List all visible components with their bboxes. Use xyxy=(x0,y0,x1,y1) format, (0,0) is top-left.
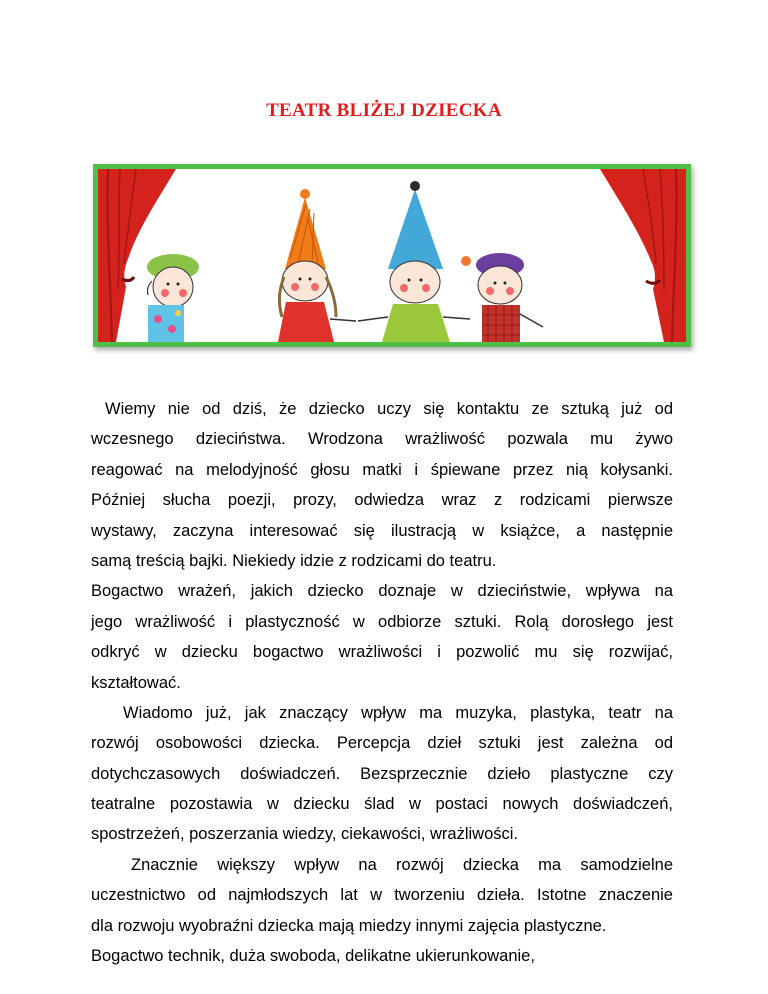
paragraph-line: samą treścią bajki. Niekiedy idzie z rodzicami do teatru. xyxy=(91,551,497,570)
theater-children-illustration-icon xyxy=(98,169,686,342)
article-body xyxy=(91,394,673,971)
paragraph-line: Później słucha poezji, prozy, odwiedza wraz z rodzicami pierwsze xyxy=(91,491,673,510)
child-blue-hat-icon xyxy=(358,181,470,342)
paragraph-line: reagować na melodyjność głosu matki i śpiewane przez nią kołysanki. xyxy=(91,460,673,479)
paragraph-line: rozwój osobowości dziecka. Percepcja dzieł sztuki jest zależna od xyxy=(91,734,673,753)
paragraph-line: wystawy, zaczyna interesować się ilustracją w książce, a następnie xyxy=(91,521,673,540)
child-orange-hat-icon xyxy=(278,189,356,342)
paragraph-line: spostrzeżeń, poszerzania wiedzy, ciekawości, wrażliwości. xyxy=(91,825,519,844)
page-title: TEATR BLIŻEJ DZIECKA xyxy=(266,100,502,121)
theater-illustration xyxy=(93,164,691,347)
paragraph-line: wczesnego dzieciństwa. Wrodzona wrażliwość pozwala mu żywo xyxy=(91,430,673,449)
child-green-beret-icon xyxy=(147,254,199,342)
paragraph-line: odkryć w dziecku bogactwo wrażliwości i pozwolić mu się rozwijać, xyxy=(91,643,673,662)
paragraph-line: Wiadomo już, jak znaczący wpływ ma muzyka, plastyka, teatr na xyxy=(123,703,673,722)
paragraph-line: kształtować. xyxy=(91,673,181,692)
paragraph-line: Znacznie większy wpływ na rozwój dziecka ma samodzielne xyxy=(131,855,673,874)
paragraph-line: uczestnictwo od najmłodszych lat w tworzeniu dzieła. Istotne znaczenie xyxy=(91,886,673,905)
paragraph-line: Wiemy nie od dziś, że dziecko uczy się kontaktu ze sztuką już od xyxy=(105,400,673,418)
paragraph-line: Bogactwo technik, duża swoboda, delikatne ukierunkowanie, xyxy=(91,947,535,966)
child-purple-beret-icon xyxy=(461,253,543,342)
paragraph-line: Bogactwo wrażeń, jakich dziecko doznaje w dzieciństwie, wpływa na xyxy=(91,582,673,601)
paragraph-line: dotychczasowych doświadczeń. Bezsprzecznie dzieło plastyczne czy xyxy=(91,764,673,783)
paragraph-line: dla rozwoju wyobraźni dziecka mają miedzy innymi zajęcia plastyczne. xyxy=(91,916,607,935)
paragraph-line: jego wrażliwość i plastyczność w odbiorze sztuki. Rolą dorosłego jest xyxy=(91,612,673,631)
paragraph-line: teatralne pozostawia w dziecku ślad w postaci nowych doświadczeń, xyxy=(91,795,673,814)
right-curtain-icon xyxy=(600,169,686,342)
